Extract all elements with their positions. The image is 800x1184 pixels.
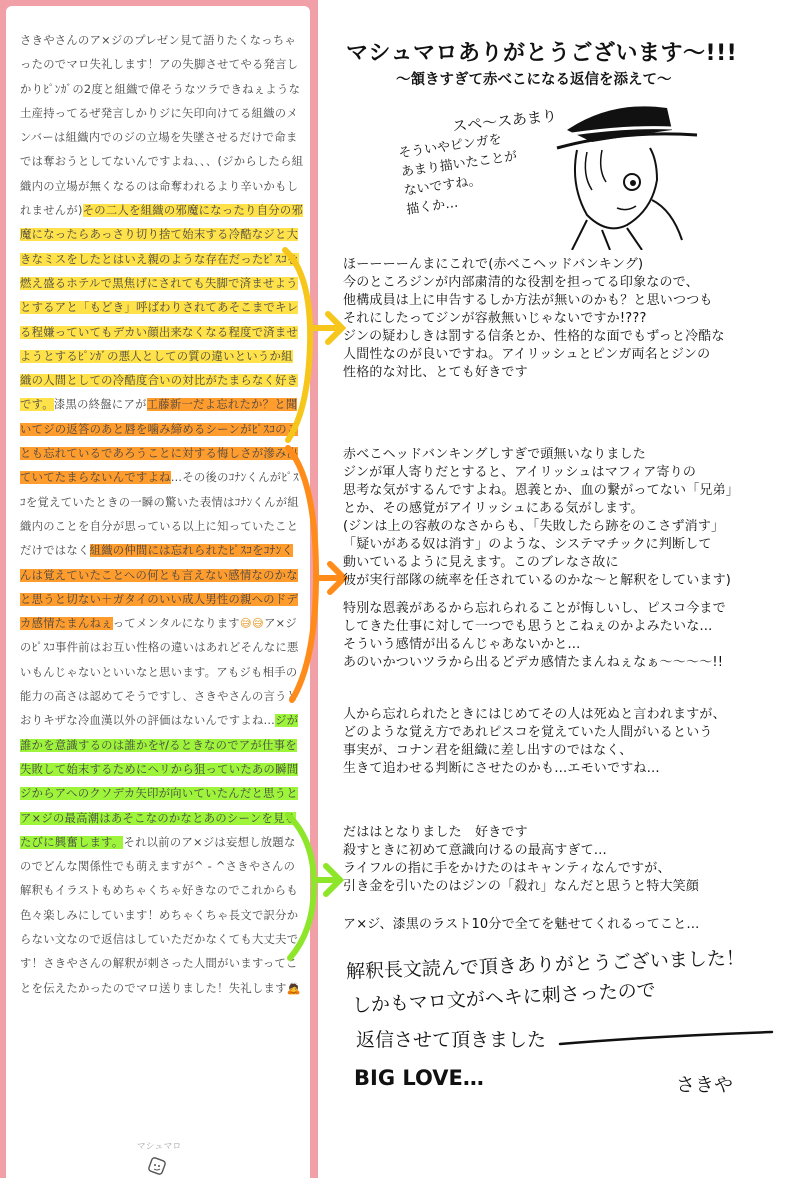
reply-line: 赤べこヘッドバンキングしすぎで頭無いなりました	[343, 447, 646, 462]
marshmallow-message	[20, 29, 304, 1001]
reply-line: 他構成員は上に申告するしか方法が無いのかも？と思いつつも	[343, 293, 713, 308]
reply-line: 殺すときに初めて意識向けるの最高すぎて…	[343, 843, 608, 858]
marshmallow-card	[6, 6, 310, 1184]
handwritten-note: そういやピンガを あまり描いたことが ないですね。 描くか…	[397, 132, 519, 218]
highlight-green: ジが誰かを意識するのは誰かをﾔ/るときなのでアが仕事を失敗して始末するためにヘリから狙っていたあの瞬間ジからアへのクソデカ矢印が向いていたんだと思うとア×ジの最高潮はあそこなのかなとあのシーンを見るたびに興奮します。	[20, 714, 299, 849]
reply-line: 人から忘れられたときにはじめてその人は死ぬと言われますが、	[343, 707, 726, 722]
signature: さきや	[676, 1074, 734, 1096]
closing-line: しかもマロ文がヘキに刺さったので	[351, 979, 657, 1017]
closing-line: 返信させて頂きました	[356, 1029, 547, 1051]
reply-line: (ジンは上の容赦のなさからも、「失敗したら跡をのこさず消す」	[343, 519, 725, 534]
reply-line: 性格的な対比、とても好きです	[343, 365, 528, 380]
handwritten-dash	[556, 1026, 776, 1056]
reply-line: してきた仕事に対して一つでも思うとこねぇのかよみたいな…	[343, 619, 713, 634]
reply-line: 生きて追わせる判断にさせたのかも…エモいですね…	[343, 761, 660, 776]
reply-line: 事実が、コナン君を組織に差し出すのではなく、	[343, 743, 633, 758]
highlight-orange: 組織の仲間には忘れられたﾋﾟｽｺをｺﾅﾝくんは覚えていたことへの何とも言えない感情なのかなと思うと切ない＋ガタイのいい成人男性の親へのドデカ感情たまんねぇ	[20, 544, 299, 631]
reply-line: 彼が実行部隊の統率を任されているのかな〜と解釈をしています)	[343, 573, 732, 588]
reply-line: ほーーーーんまにこれで(赤べこヘッドバンキング)	[343, 257, 644, 272]
character-sketch	[532, 90, 702, 250]
reply-title: マシュマロありがとうございます〜!!!	[346, 41, 738, 66]
marshmallow-icon	[147, 1156, 167, 1176]
reply-line: それにしたってジンが容赦無いじゃないですか!???	[343, 311, 647, 326]
reply-block-4	[343, 706, 793, 778]
highlight-yellow: その二人を組織の邪魔になったり自分の邪魔になったらあっさり切り捨て始末する冷酷なジと大きなミスをしたとはいえ親のような存在だったﾋﾟｽｺを燃え盛るホテルで黒焦げにされても失脚で済ませようとするアと「もどき」呼ばわりされてあそこまでキレる程嫌っていてもデカい顔出来なくなる程度で済ませようとするﾋﾟﾝｶﾞの悪人としての質の違いというか組織の人間としての冷酷度合いの対比がたまらなく好きです。	[20, 204, 304, 412]
reply-line: 思考な気がするんですよね。恩義とか、血の繋がってない「兄弟」	[343, 483, 740, 498]
reply-line: そういう感情が出るんじゃあないかと…	[343, 637, 581, 652]
reply-block-5	[343, 824, 793, 896]
reply-block-2	[343, 446, 793, 590]
closing-line: 解釈長文読んで頂きありがとうございました！	[345, 947, 746, 983]
reply-line: ジンの疑わしきは罰する信条とか、性格的な面でもずっと冷酷な	[343, 329, 725, 344]
reply-line: 動いているように見えます。このブレなさ故に	[343, 555, 619, 570]
reply-line: あのいかついツラから出るどデカ感情たまんねぇなぁ〜〜〜〜!!	[343, 655, 724, 670]
handwritten-note: スペ〜スあまり	[451, 106, 558, 136]
message-text: さきやさんのア×ジのプレゼン見て語りたくなっちゃったのでマロ失礼します！アの失脚させてやる発言しかりﾋﾟﾝｶﾞの2度と組織で偉そうなツラできねぇような土産持ってるぜ発言しかりジに矢印向けてる組織のメンバーは組織内でのジの立場を失墜させるだけで命までは奪おうとしてないんですよね、、、(ジからしたら組織内の立場が無くなるのは命奪われるより辛いかもしれませんが)	[20, 34, 304, 218]
reply-line: ライフルの指に手をかけたのはキャンティなんですが、	[343, 861, 671, 876]
reply-line: 特別な恩義があるから忘れられることが悔しいし、ピスコ今まで	[343, 601, 726, 616]
highlight-orange: 工藤新一だよ忘れたか？と聞いてジの返答のあと唇を噛み締めるシーンがﾋﾟｽｺのことも忘れているであろうことに対する悔しさが滲み出ていてたまらないんですよね	[20, 398, 299, 485]
reply-line: 人間性なのが良いですね。アイリッシュとピンガ両名とジンの	[343, 347, 711, 362]
reply-subtitle: 〜頷きすぎて赤べこになる返信を添えて〜	[396, 72, 672, 88]
message-text: 漆黒の終盤にアが	[53, 398, 147, 412]
sweat-smile-emoji: 😅😅	[239, 617, 265, 631]
message-text: …その後のｺﾅﾝくんがﾋﾟｽｺを覚えていたときの一瞬の驚いた表情はｺﾅﾝくんが組織内のことを自分が思っている以上に知っていたことだけではなく	[20, 471, 299, 558]
message-text: ア×ジのﾋﾟｽｺ事件前はお互い性格の違いはあれどそんなに悪いもんじゃないといいなと思います。アもジも相手の能力の高さは認めてそうですし、さきやさんの言うとおりキザな冷血漢以外の評価はないんですよね…	[20, 617, 299, 728]
reply-line: ジンが軍人寄りだとすると、アイリッシュはマフィア寄りの	[343, 465, 697, 480]
reply-block-3	[343, 600, 793, 672]
message-text: ってメンタルになります	[112, 617, 240, 631]
reply-line: だははとなりました 好きです	[343, 825, 528, 840]
reply-line: ア×ジ、漆黒のラスト10分で全てを魅せてくれるってこと…	[343, 917, 700, 932]
reply-line: とか、その感覚がアイリッシュにある気がします。	[343, 501, 644, 516]
reply-line: 「疑いがある奴は消す」のような、システマチックに判断して	[343, 537, 712, 552]
reply-block-6	[343, 916, 793, 934]
message-text: さきやさんの解釈もイラストもめちゃくちゃ好きなのでこれからも色々楽しみにしています！めちゃくちゃ長文で訳分からない文なので返信はしていただかなくても大丈夫です！さきやさんの解釈が刺さった人間がいますってことを伝えたかったのでマロ送りました！失礼します	[20, 860, 299, 995]
reply-line: どのような覚え方であれピスコを覚えていた人間がいるという	[343, 725, 713, 740]
reply-line: 今のところジンが内部粛清的な役割を担ってる印象なので、	[343, 275, 699, 290]
reply-block-1	[343, 256, 793, 382]
bowing-emoji: 🙇	[286, 981, 302, 995]
message-paragraph	[20, 29, 304, 1001]
marshmallow-footer-label: マシュマロ	[136, 1142, 182, 1152]
message-text: それ以前のア×ジは妄想し放題なのでどんな関係性でも萌えますが^ - ^	[20, 835, 296, 874]
reply-line: 引き金を引いたのはジンの「殺れ」なんだと思うと特大笑顔	[343, 879, 700, 894]
closing-line: BIG LOVE…	[354, 1066, 484, 1090]
